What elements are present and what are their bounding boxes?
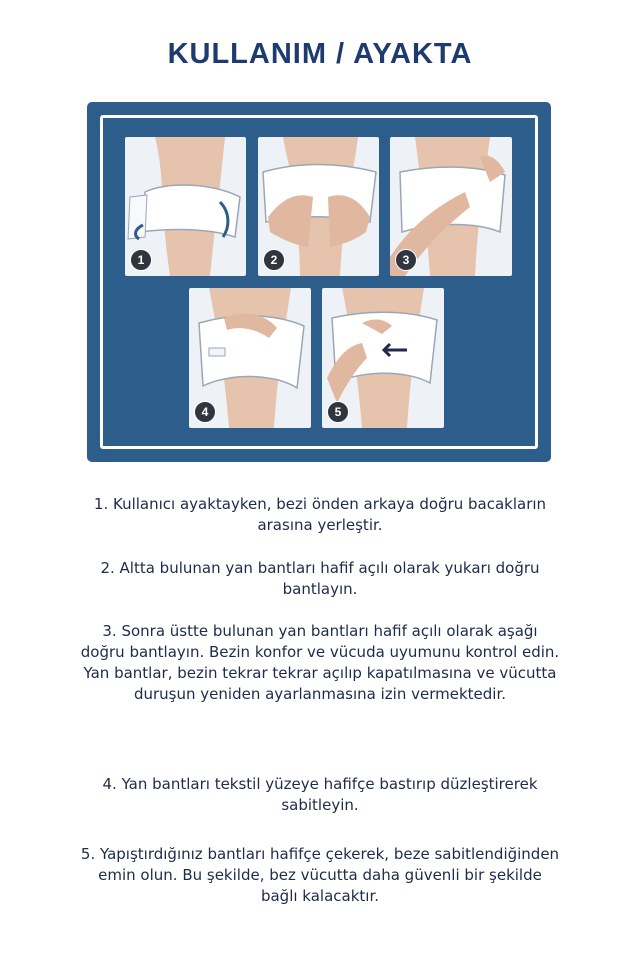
step-number-badge: 4 [194,401,216,423]
step-image-1 [125,137,246,276]
step-3-text: 3. Sonra üstte bulunan yan bantları hafif açılı olarak aşağı doğru bantlayın. Bezin konfor ve vücuda uyumunu kontrol edin. Yan bantlar, bezin tekrar tekrar açılıp kapatılmasına ve vücutta duruşun yeniden ayarlanmasına izin vermektedir. [80,622,560,703]
step-number-badge: 2 [263,249,285,271]
step-number-badge: 3 [395,249,417,271]
step-image-3 [390,137,512,276]
page-title: KULLANIM / AYAKTA [167,38,473,70]
step-4-text: 4. Yan bantları tekstil yüzeye hafifçe bastırıp düzleştirerek sabitleyin. [102,775,538,814]
instruction-panel [87,102,551,462]
step-number-badge: 5 [327,401,349,423]
step-5-text: 5. Yapıştırdığınız bantları hafifçe çekerek, beze sabitlendiğinden emin olun. Bu şekilde, bez vücutta daha güvenli bir şekilde bağlı kalacaktır. [80,845,560,905]
step-image-5 [322,288,444,428]
step-image-2 [258,137,379,276]
step-1-text: 1. Kullanıcı ayaktayken, bezi önden arkaya doğru bacakların arasına yerleştir. [93,495,547,534]
step-2-text: 2. Altta bulunan yan bantları hafif açılı olarak yukarı doğru bantlayın. [100,559,540,598]
step-number-badge: 1 [130,249,152,271]
step-image-4 [189,288,311,428]
